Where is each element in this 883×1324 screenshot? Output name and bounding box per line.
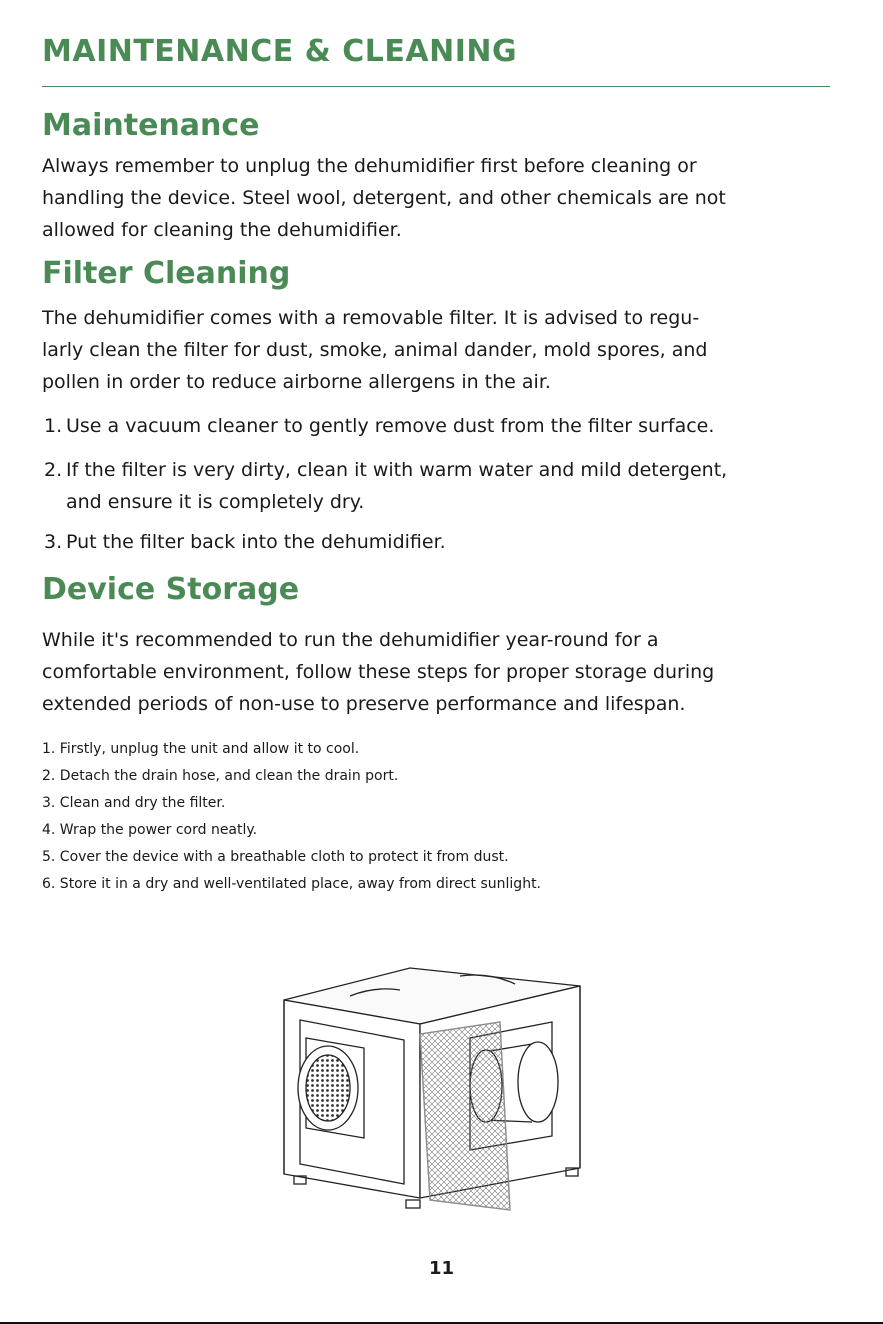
storage-step: 6. Store it in a dry and well-ventilated place, away from direct sunlight.: [42, 876, 542, 892]
filter-paragraph: [42, 302, 842, 398]
maintenance-line: Always remember to unplug the dehumidifier first before cleaning or: [42, 155, 697, 177]
storage-step: 1. Firstly, unplug the unit and allow it to cool.: [42, 741, 360, 757]
storage-step: 5. Cover the device with a breathable cloth to protect it from dust.: [42, 849, 509, 865]
maintenance-line: handling the device. Steel wool, detergent, and other chemicals are not: [42, 187, 726, 209]
page-number: 11: [428, 1258, 455, 1279]
page-title: MAINTENANCE & CLEANING: [42, 34, 518, 69]
step-text-continued: and ensure it is completely dry.: [66, 491, 365, 513]
step-text: Put the filter back into the dehumidifier.: [66, 531, 446, 553]
storage-heading: Device Storage: [42, 572, 300, 607]
filter-step: [44, 526, 834, 558]
storage-line: comfortable environment, follow these steps for proper storage during: [42, 661, 715, 683]
step-number: 1.: [44, 415, 63, 437]
dehumidifier-illustration: [270, 948, 610, 1218]
storage-paragraph: [42, 624, 842, 720]
step-number: 2.: [44, 459, 63, 481]
filter-line: pollen in order to reduce airborne allergens in the air.: [42, 371, 551, 393]
storage-step: 3. Clean and dry the filter.: [42, 795, 226, 811]
storage-line: While it's recommended to run the dehumidifier year-round for a: [42, 629, 659, 651]
storage-step: 4. Wrap the power cord neatly.: [42, 822, 258, 838]
filter-heading: Filter Cleaning: [42, 256, 291, 291]
step-text: Use a vacuum cleaner to gently remove dust from the filter surface.: [66, 415, 715, 437]
title-divider: [42, 86, 830, 87]
step-number: 3.: [44, 531, 63, 553]
filter-step: [44, 454, 834, 518]
step-text: If the filter is very dirty, clean it with warm water and mild detergent,: [66, 459, 728, 481]
filter-line: The dehumidifier comes with a removable filter. It is advised to regu-: [42, 307, 700, 329]
filter-line: larly clean the filter for dust, smoke, animal dander, mold spores, and: [42, 339, 708, 361]
maintenance-paragraph: [42, 150, 842, 246]
filter-step: [44, 410, 834, 442]
storage-step: 2. Detach the drain hose, and clean the drain port.: [42, 768, 399, 784]
maintenance-heading: Maintenance: [42, 108, 260, 143]
storage-steps: [42, 736, 541, 898]
maintenance-line: allowed for cleaning the dehumidifier.: [42, 219, 402, 241]
storage-line: extended periods of non-use to preserve performance and lifespan.: [42, 693, 686, 715]
